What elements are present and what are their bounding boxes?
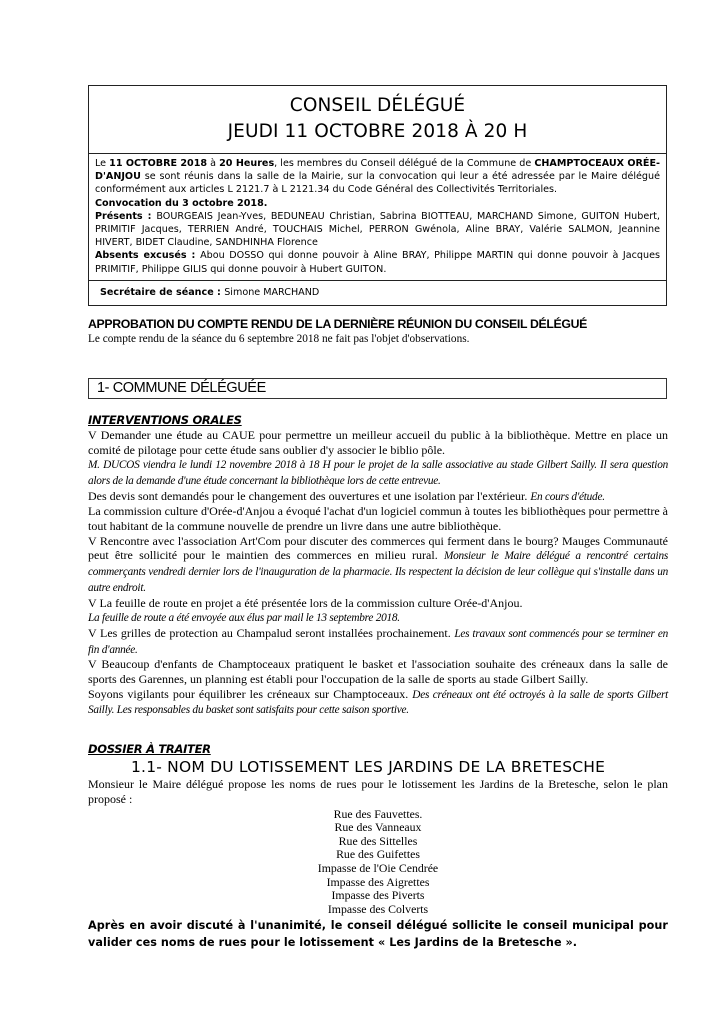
secretary xyxy=(89,281,666,305)
presents xyxy=(95,210,660,250)
proposal-paragraph: Monsieur le Maire délégué propose les noms de rues pour le lotissement les Jardins de la Bretesche, selon le plan proposé : xyxy=(88,777,668,806)
intervention-note: Des créneaux ont été octroyés à la salle de sports Gilbert Sailly. Les responsables du basket sont satisfaits pour cette saison sportive. xyxy=(88,688,668,717)
street-name: Rue des Sittelles xyxy=(338,833,418,848)
intro-text: Le xyxy=(95,158,110,169)
secretary-label: Secrétaire de séance : xyxy=(100,286,225,298)
intervention-note: Les travaux sont commencés pour se terminer en fin d'année. xyxy=(88,627,668,656)
absents-list: Abou DOSSO qui donne pouvoir à Aline BRAY, Philippe MARTIN qui donne pouvoir à Jacques PRIMITIF, Philippe GILIS qui donne pouvoir à Hubert GUITON. xyxy=(95,250,660,275)
section-title: 1- COMMUNE DÉLÉGUÉE xyxy=(97,379,266,396)
intervention-text: V Beaucoup d'enfants de Champtoceaux pratiquent le basket et l'association souhaite des créneaux dans la salle de sports des Garennes, un planning est établi pour l'occupation de la salle de sports au stade Gilbert Sailly. xyxy=(88,657,668,687)
intervention-paragraph xyxy=(88,534,668,596)
meeting-intro xyxy=(89,154,666,281)
street-name: Impasse des Piverts xyxy=(331,888,425,903)
street-name: Rue des Fauvettes. xyxy=(333,806,423,821)
intervention-paragraph xyxy=(88,626,668,657)
street-names-list xyxy=(88,808,668,917)
decision-text xyxy=(88,917,668,951)
absents-label: Absents excusés : xyxy=(95,250,201,262)
decision-paragraph: Après en avoir discuté à l'unanimité, le conseil délégué sollicite le conseil municipal pour valider ces noms de rues pour le lotissement « Les Jardins de la Bretesche ». xyxy=(88,919,668,950)
street-name: Impasse de l'Oie Cendrée xyxy=(317,860,439,875)
intervention-text: V Rencontre avec l'association Art'Com pour discuter des commerces qui ferment dans le bourg? Mauges Communauté peut être sollicité pour le maintien des commerces en milieu rural. xyxy=(88,533,668,563)
intervention-text: V Demander une étude au CAUE pour permettre un meilleur accueil du public à la bibliothèque. Mettre en place un comité de pilotage pour cette étude sans oublier d'y associer le biblio pôle. xyxy=(88,427,668,457)
presents-label: Présents : xyxy=(95,210,157,222)
intro-text: à xyxy=(207,158,220,169)
street-name: Impasse des Colverts xyxy=(327,901,429,916)
intervention-note: Monsieur le Maire délégué a rencontré certains commerçants vendredi dernier lors de l'inauguration de la pharmacie. Ils respectent la décision de leur collègue qui s'installe dans un autre endroit. xyxy=(88,550,668,594)
intervention-paragraph xyxy=(88,610,668,626)
secretary-name: Simone MARCHAND xyxy=(224,286,320,298)
intervention-text: Soyons vigilants pour équilibrer les créneaux sur Champtoceaux. xyxy=(88,686,413,701)
intro-paragraph xyxy=(95,157,660,197)
meeting-title xyxy=(89,86,666,154)
intro-date: 11 OCTOBRE 2018 xyxy=(109,158,208,169)
absents xyxy=(95,249,660,275)
title-line-2: JEUDI 11 OCTOBRE 2018 À 20 H xyxy=(227,121,528,142)
interventions-heading: INTERVENTIONS ORALES xyxy=(88,412,242,427)
intervention-paragraph xyxy=(88,596,668,611)
intervention-note: En cours d'étude. xyxy=(530,490,605,503)
section-heading-commune-deleguee xyxy=(88,378,667,399)
intervention-paragraph xyxy=(88,657,668,686)
intervention-text: V La feuille de route en projet a été présentée lors de la commission culture Orée-d'Anjou. xyxy=(88,595,523,610)
approval-heading: APPROBATION DU COMPTE RENDU DE LA DERNIÈRE RÉUNION DU CONSEIL DÉLÉGUÉ xyxy=(88,316,587,331)
intervention-paragraph xyxy=(88,489,668,505)
intervention-text: La commission culture d'Orée-d'Anjou a évoqué l'achat d'un logiciel commun à toutes les bibliothèques pour permettre à tout habitant de la commune nouvelle de prendre un livre dans une autre bibliothèque. xyxy=(88,504,668,534)
convocation-line xyxy=(95,197,660,210)
intervention-paragraph xyxy=(88,504,668,533)
convocation: Convocation du 3 octobre 2018. xyxy=(95,197,268,209)
meeting-header-box xyxy=(88,85,667,306)
street-name: Rue des Vanneaux xyxy=(334,820,422,835)
intervention-text: Des devis sont demandés pour le changement des ouvertures et une isolation par l'extérieur. xyxy=(88,488,531,503)
intro-text: , les membres du Conseil délégué de la Commune de xyxy=(274,158,535,169)
intro-commune: CHAMPTOCEAUX ORÉE-D'ANJOU xyxy=(95,158,661,183)
item-title: 1.1- NOM DU LOTISSEMENT LES JARDINS DE LA BRETESCHE xyxy=(131,758,606,777)
proposal-text xyxy=(88,777,668,806)
intervention-note: La feuille de route a été envoyée aux élus par mail le 13 septembre 2018. xyxy=(88,612,400,625)
intervention-paragraph xyxy=(88,457,668,488)
presents-list: BOURGEAIS Jean-Yves, BEDUNEAU Christian, Sabrina BIOTTEAU, MARCHAND Simone, GUITON Hubert, PRIMITIF Jacques, TERRIEN André, TOUCHAIS Michel, PERRON Gwénola, Aline BRAY, Valérie SALMON, Jeannine HIVERT, BIDET Claudine, SANDHINHA Florence xyxy=(95,210,660,249)
intervention-text: V Les grilles de protection au Champalud seront installées prochainement. xyxy=(88,625,455,640)
street-name: Rue des Guifettes xyxy=(336,847,420,862)
title-line-1: CONSEIL DÉLÉGUÉ xyxy=(289,95,466,116)
dossier-heading: DOSSIER À TRAITER xyxy=(88,742,211,757)
intro-time: 20 Heures xyxy=(219,158,275,169)
street-name: Impasse des Aigrettes xyxy=(326,874,430,889)
approval-text: Le compte rendu de la séance du 6 septembre 2018 ne fait pas l'objet d'observations. xyxy=(88,332,470,345)
interventions-list xyxy=(88,428,668,718)
intervention-paragraph xyxy=(88,428,668,457)
intervention-note: M. DUCOS viendra le lundi 12 novembre 2018 à 18 H pour le projet de la salle associative au stade Gilbert Sailly. Il sera question alors de la demande d'une étude concernant la bibliothèque lors de cette entrevue. xyxy=(88,459,668,487)
intro-text: se sont réunis dans la salle de la Mairie, sur la convocation qui leur a été adressée par le Maire délégué conformément aux articles L 2121.7 à L 2121.34 du Code Général des Collectivités Territoriales. xyxy=(95,171,660,196)
intervention-paragraph xyxy=(88,687,668,718)
